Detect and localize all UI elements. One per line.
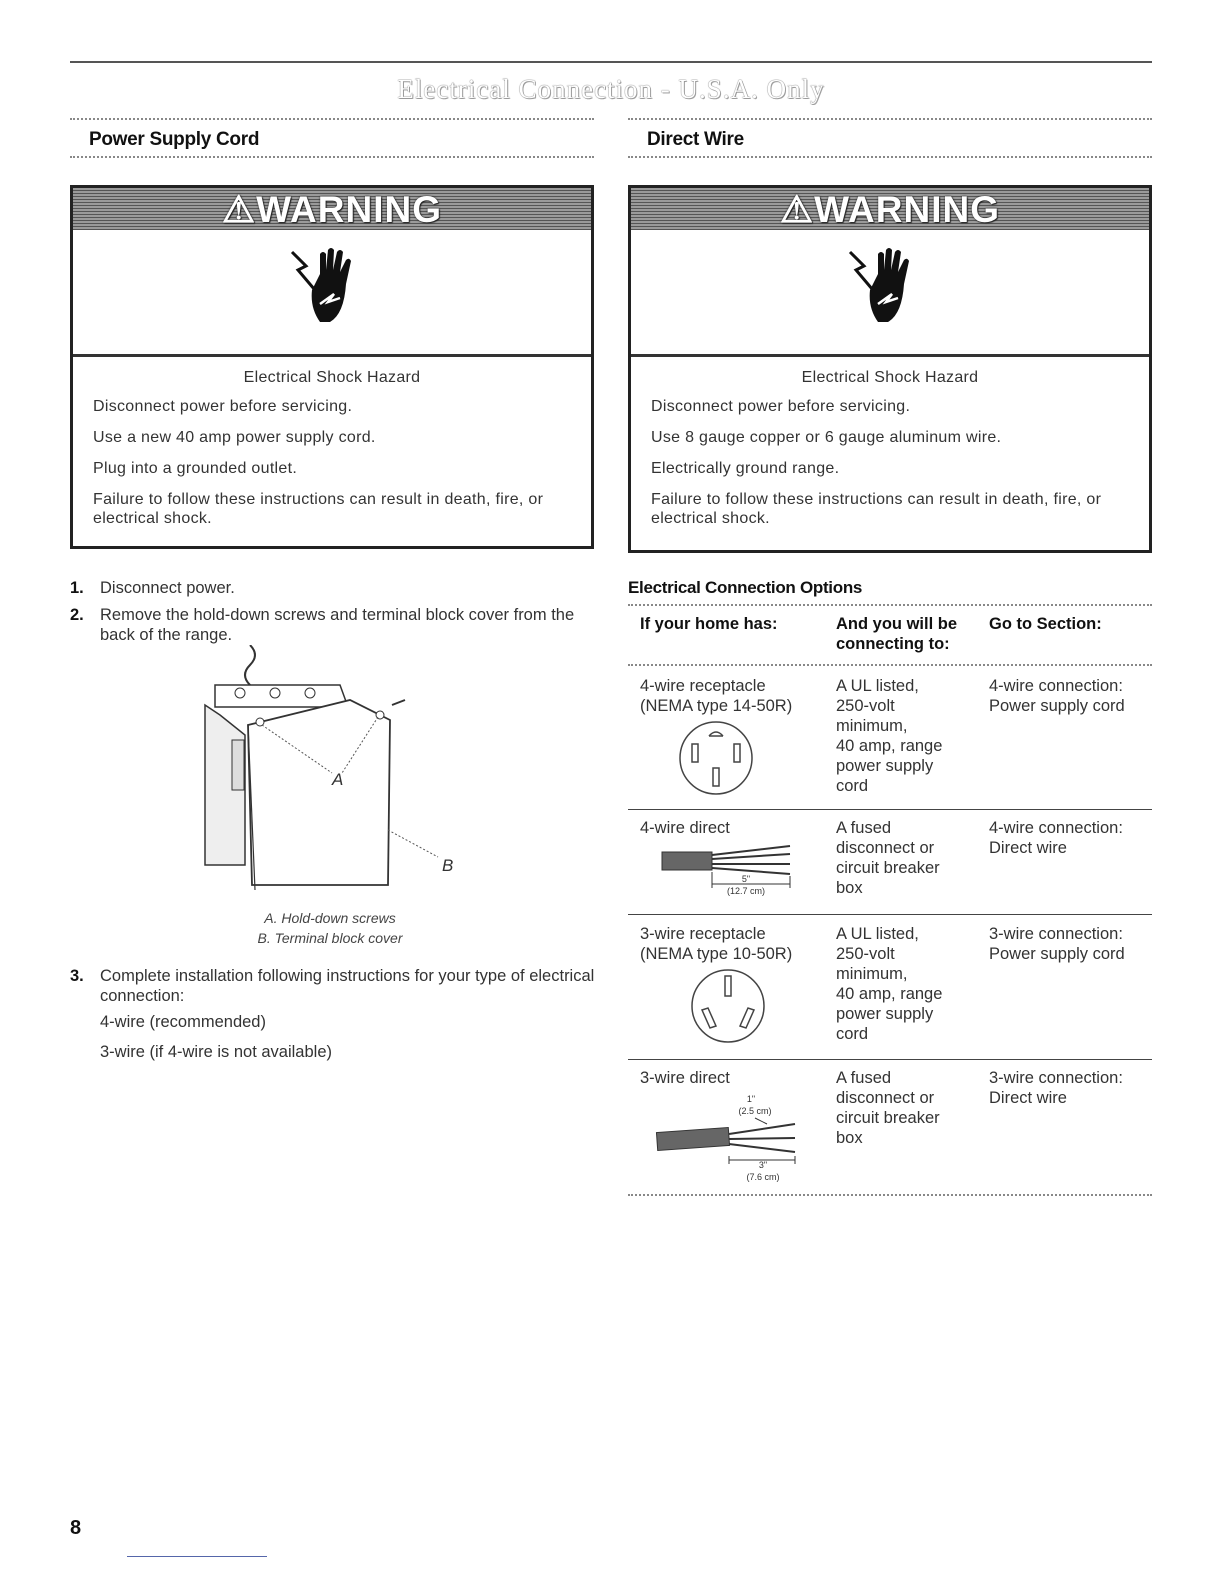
range-back-illustration	[200, 645, 470, 900]
warning-line: Disconnect power before servicing.	[93, 398, 353, 415]
divider	[628, 604, 1152, 606]
table-row-1-section	[989, 676, 1125, 716]
row-divider	[628, 809, 1152, 810]
dim-label: (12.7 cm)	[726, 886, 766, 896]
page-number: 8	[70, 1517, 82, 1539]
nema-14-50r-receptacle-icon	[676, 718, 756, 798]
warning-label: ⚠WARNING	[780, 189, 1000, 230]
table-row-3-section	[989, 924, 1125, 964]
electrical-shock-hand-icon	[848, 244, 928, 334]
cell-line: disconnect or	[836, 839, 935, 857]
cell-line: 250-volt	[836, 697, 895, 715]
cell-line: power supply	[836, 1005, 934, 1023]
step-number: 2.	[70, 606, 84, 624]
step-text: Disconnect power.	[100, 579, 235, 597]
shock-icon-area	[631, 230, 1149, 357]
cell-line: 4-wire connection:	[989, 819, 1123, 837]
cell-line: disconnect or	[836, 1089, 935, 1107]
step-text: Complete installation following instructions for your type of electrical connection:	[100, 967, 595, 1005]
electrical-shock-hand-icon	[290, 244, 370, 334]
cell-line: (NEMA type 14-50R)	[640, 697, 793, 715]
caption-a: A. Hold-down screws	[264, 910, 396, 926]
warning-label: ⚠WARNING	[222, 189, 442, 230]
warning-banner	[631, 188, 1149, 230]
dim-label: 3"	[758, 1160, 768, 1170]
cell-line: (NEMA type 10-50R)	[640, 945, 793, 963]
cell-line: A fused	[836, 1069, 892, 1087]
cell-line: Power supply cord	[989, 697, 1125, 715]
divider	[628, 1194, 1152, 1196]
warning-box-power-supply-cord	[70, 185, 594, 549]
cell-line: cord	[836, 777, 869, 795]
step-number: 3.	[70, 967, 84, 985]
cell-line: minimum,	[836, 965, 908, 983]
warning-triangle-icon: ⚠	[222, 189, 257, 230]
cell-line: 4-wire receptacle	[640, 677, 766, 695]
warning-text	[631, 357, 1149, 528]
cell-line: 40 amp, range	[836, 737, 943, 755]
col-header-connect: And you will be connecting to:	[836, 615, 958, 653]
page-title: Electrical Connection - U.S.A. Only	[397, 74, 825, 104]
col-header-section: Go to Section:	[989, 615, 1102, 633]
divider	[628, 156, 1152, 158]
warning-line: Disconnect power before servicing.	[651, 398, 911, 415]
cell-line: minimum,	[836, 717, 908, 735]
step-2	[70, 605, 595, 645]
warning-line: Use 8 gauge copper or 6 gauge aluminum wire.	[651, 429, 1002, 446]
table-row-1-connect	[836, 676, 942, 796]
cell-line: 3-wire connection:	[989, 925, 1123, 943]
table-row-4-connect	[836, 1068, 940, 1148]
step-number: 1.	[70, 579, 84, 597]
step-text: Remove the hold-down screws and terminal block cover from the back of the range.	[100, 606, 575, 644]
cell-line: A fused	[836, 819, 892, 837]
table-row-1-home	[640, 676, 792, 716]
cell-line: box	[836, 879, 863, 897]
cell-line: circuit breaker	[836, 859, 940, 877]
step-1	[70, 579, 590, 598]
warning-banner	[73, 188, 591, 230]
cell-line: A UL listed,	[836, 925, 919, 943]
callout-a: A	[332, 770, 344, 789]
table-row-3-home	[640, 924, 792, 964]
section-heading-direct-wire: Direct Wire	[647, 129, 744, 150]
section-heading-power-supply-cord: Power Supply Cord	[89, 129, 260, 150]
step-3	[70, 966, 595, 1062]
options-title: Electrical Connection Options	[628, 578, 863, 597]
cell-line: Direct wire	[989, 1089, 1067, 1107]
figure-caption	[200, 908, 460, 948]
warning-line: Electrically ground range.	[651, 460, 840, 477]
table-row-2-home	[640, 818, 730, 838]
table-row-2-connect	[836, 818, 940, 898]
dim-label: (7.6 cm)	[746, 1172, 780, 1182]
sub-option: 4-wire (recommended)	[100, 1013, 266, 1031]
3-wire-cable-icon	[655, 1094, 805, 1186]
top-rule	[70, 61, 1152, 63]
dim-label: (2.5 cm)	[738, 1106, 772, 1116]
row-divider	[628, 914, 1152, 915]
table-row-4-home	[640, 1068, 730, 1088]
cell-line: box	[836, 1129, 863, 1147]
cell-line: 3-wire receptacle	[640, 925, 766, 943]
hazard-title: Electrical Shock Hazard	[243, 369, 421, 386]
divider	[70, 156, 594, 158]
cell-line: Power supply cord	[989, 945, 1125, 963]
cell-line: A UL listed,	[836, 677, 919, 695]
warning-line: Plug into a grounded outlet.	[93, 460, 298, 477]
caption-b: B. Terminal block cover	[257, 930, 403, 946]
cell-line: circuit breaker	[836, 1109, 940, 1127]
cell-line: Direct wire	[989, 839, 1067, 857]
4-wire-cable-icon	[660, 842, 800, 902]
warning-line: Failure to follow these instructions can result in death, fire, or electrical shock.	[93, 491, 544, 527]
dim-label: 1"	[746, 1094, 756, 1104]
warning-line: Failure to follow these instructions can result in death, fire, or electrical shock.	[651, 491, 1102, 527]
warning-line: Use a new 40 amp power supply cord.	[93, 429, 376, 446]
dim-label: 5"	[741, 874, 751, 884]
cell-line: power supply	[836, 757, 934, 775]
col-header-home: If your home has:	[640, 615, 778, 633]
cell-line: 3-wire connection:	[989, 1069, 1123, 1087]
warning-triangle-icon: ⚠	[780, 189, 815, 230]
table-row-4-section	[989, 1068, 1123, 1108]
callout-b: B	[442, 856, 454, 875]
cell-line: 40 amp, range	[836, 985, 943, 1003]
cell-line: cord	[836, 1025, 869, 1043]
cell-line: 3-wire direct	[640, 1069, 730, 1087]
divider	[628, 664, 1152, 666]
shock-icon-area	[73, 230, 591, 357]
divider	[70, 118, 594, 120]
table-row-3-connect	[836, 924, 942, 1044]
cell-line: 250-volt	[836, 945, 895, 963]
warning-box-direct-wire	[628, 185, 1152, 553]
footer-rule	[127, 1556, 267, 1557]
row-divider	[628, 1059, 1152, 1060]
hazard-title: Electrical Shock Hazard	[801, 369, 979, 386]
nema-10-50r-receptacle-icon	[688, 966, 768, 1046]
sub-option: 3-wire (if 4-wire is not available)	[100, 1043, 332, 1061]
cell-line: 4-wire connection:	[989, 677, 1123, 695]
divider	[628, 118, 1152, 120]
warning-text	[73, 357, 591, 528]
table-row-2-section	[989, 818, 1123, 858]
cell-line: 4-wire direct	[640, 819, 730, 837]
